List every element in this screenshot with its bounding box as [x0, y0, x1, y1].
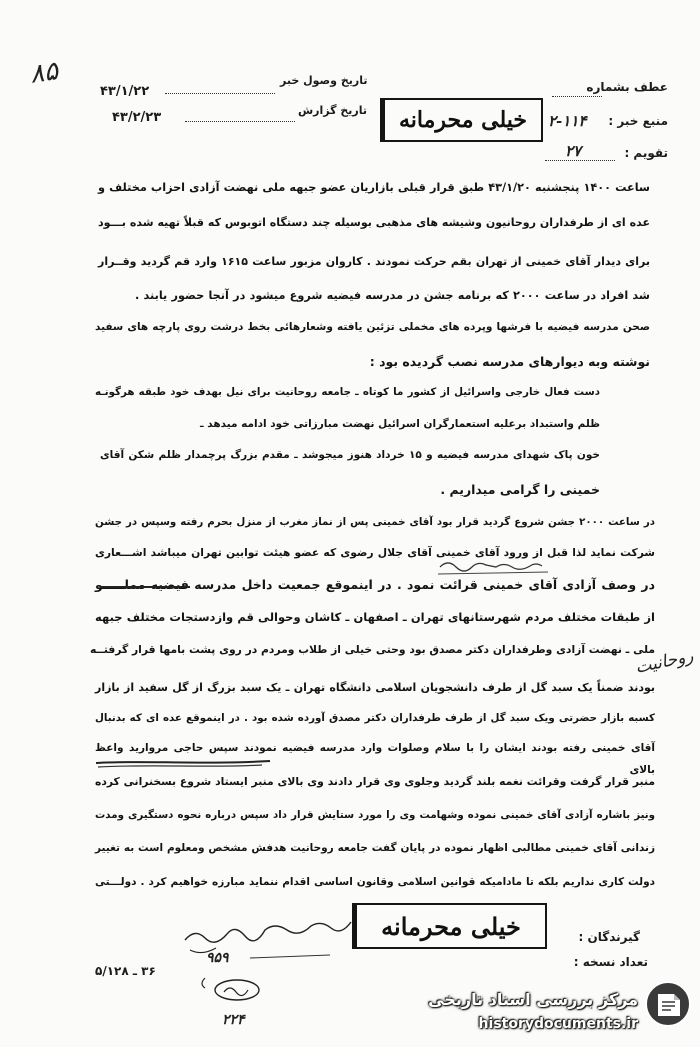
report-date-value: ۴۳/۲/۲۳: [112, 110, 162, 125]
received-date-value: ۴۳/۱/۲۲: [100, 84, 150, 99]
body-line: عده ای از طرفداران روحانیون وشیشه های مذهبی بوسیله چند دستگاه اتوبوس که قبلاً تهیه شده بـــود: [98, 216, 650, 229]
slogan-line: دست فعال خارجی واسرائیل از کشور ما کوتاه ـ جامعه روحانیت برای نیل بهدف خود طبقه هرگونـه: [95, 386, 600, 398]
slogan-line: ظلم واستبداد برعلیه استعمارگران اسرائیل نهضت مبارزاتی خود ادامه میدهد ـ: [200, 418, 600, 430]
calendar-label: تقویم :: [624, 146, 668, 160]
reference-number-label: عطف بشماره: [586, 80, 668, 94]
slogan-line: خون پاک شهدای مدرسه فیضیه و ۱۵ خرداد هنوز میجوشد ـ مقدم بزرگ پرچمدار ظلم شکن آقای: [100, 449, 600, 461]
body-line: بودند ضمناً یک سبد گل از طرف دانشجویان اسلامی دانشگاه تهران ـ یک سبد بزرگ از گل سفید از بازار: [95, 681, 655, 694]
watermark-url: historydocuments.ir: [478, 1016, 638, 1032]
body-line: منبر قرار گرفت وقرائت نغمه بلند گردید وجلوی وی قرار دادند وی بالای منبر ایستاد شروع بسخنرانی کرده: [95, 775, 655, 788]
body-line: ملی ـ نهضت آزادی وطرفداران دکتر مصدق بود وحتی خیلی از طلاب ومردم در روی پشت بامها قرار گرفتــه: [90, 643, 655, 656]
body-line: در وصف آزادی آقای خمینی قرائت نمود . در اینموقع جمعیت داخل مدرسه فیضیه مملـــــو: [95, 577, 655, 592]
source-value: ۲-۱۱۴: [548, 112, 587, 130]
body-line: صحن مدرسه فیضیه با فرشها وپرده های مخملی تزئین یافته وشعارهائی بخط درشت روی پارچه های سفید: [95, 321, 650, 333]
report-date-label: تاریخ گزارش: [298, 104, 368, 117]
watermark-org: مرکز بررسی اسناد تاریخی: [428, 990, 638, 1009]
body-line: نوشته وبه دیوارهای مدرسه نصب گردیده بود :: [369, 354, 650, 369]
received-date-label: تاریخ وصول خبر: [280, 74, 368, 87]
classification-stamp-top: خیلی محرمانه: [380, 98, 543, 142]
classification-stamp-bottom: خیلی محرمانه: [352, 903, 547, 949]
recipients-label: گیرندگان :: [578, 930, 640, 944]
handwritten-page-number: ۸۵: [28, 56, 60, 90]
calendar-value: ۲۷: [565, 142, 582, 160]
body-line: زندانی آقای خمینی مطالبی اظهار نموده در پایان گفت جامعه روحانیت هدفش مشخص ومعلوم است به تغییر: [95, 842, 655, 854]
body-line: ساعت ۱۴۰۰ پنجشنبه ۴۳/۱/۲۰ طبق قرار قبلی بازاریان عضو جبهه ملی نهضت آزادی احزاب مختلف و: [98, 181, 651, 194]
body-line: شد افراد در ساعت ۲۰۰۰ که برنامه جشن در مدرسه فیضیه شروع میشود در آنجا حضور یابند .: [135, 289, 650, 302]
margin-note: روحانیت: [633, 646, 696, 678]
body-line: کسبه بازار حضرتی ویک سبد گل از طرف طرفداران دکتر مصدق آورده شده بود . در اینموقع عده ای که بدنبال: [95, 712, 655, 724]
archive-logo-icon: [644, 980, 692, 1028]
file-code: ۳۶ ـ ۵/۱۲۸: [95, 964, 156, 978]
source-label: منبع خبر :: [608, 114, 668, 128]
body-line: دولت کاری نداریم بلکه تا مادامیکه قوانین اسلامی وقانون اساسی اقدام ننماید مبارزه خواهیم کرد . دولـــتی: [95, 876, 655, 888]
body-line: از طبقات مختلف مردم شهرستانهای تهران ـ اصفهان ـ کاشان وحوالی قم وازدستجات مختلف جبهه: [95, 610, 655, 624]
copies-label: تعداد نسخه :: [573, 955, 648, 969]
handwritten-code: ۲۲۴: [222, 1012, 245, 1028]
body-line: شرکت نماید لذا قبل از ورود آقای خمینی آقای جلال رضوی که عضو هیئت توابین تهران میباشد اشـــعاری: [95, 546, 655, 559]
body-line: آقای خمینی رفته بودند ایشان را با سلام وصلوات وارد مدرسه فیضیه نمودند سپس حاجی مروارید واعظ بالای: [95, 742, 655, 776]
body-line: ونیز باشاره آزادی آقای خمینی نموده وشهامت وی را مورد ستایش قرار داد سپس درباره نحوه دستگیری ومدت: [95, 809, 655, 821]
body-line: در ساعت ۲۰۰۰ جشن شروع گردید قرار بود آقای خمینی پس از نماز مغرب از منزل بحرم رفته وسپس در جشن: [95, 516, 655, 528]
handwritten-number: ۹۵۹: [206, 950, 229, 966]
slogan-line: خمینی را گرامی میداریم .: [440, 482, 600, 497]
body-line: برای دیدار آقای خمینی از تهران بقم حرکت نمودند . کاروان مزبور ساعت ۱۶۱۵ وارد قم گردید وقــرار: [98, 255, 651, 268]
